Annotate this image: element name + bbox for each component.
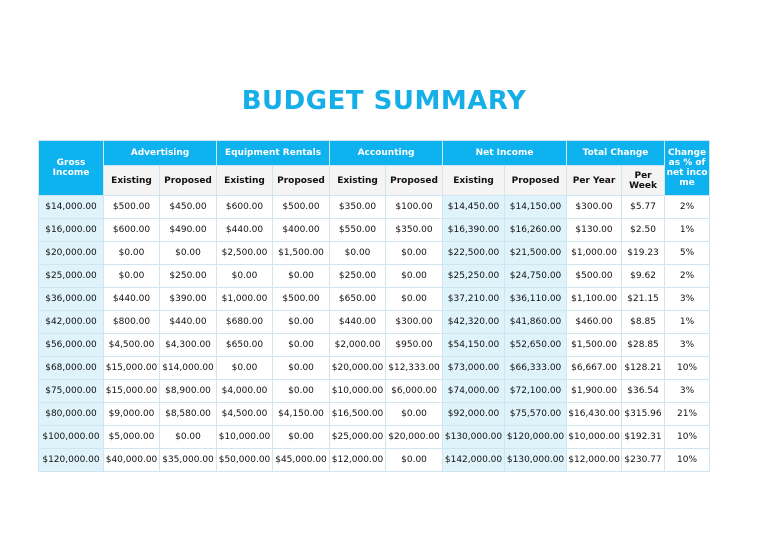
cell-change-per-year: $130.00 <box>567 219 622 242</box>
subheader-net-proposed: Proposed <box>505 166 567 196</box>
cell-net-proposed: $130,000.00 <box>505 449 567 472</box>
cell-equipment-existing: $650.00 <box>217 334 273 357</box>
cell-accounting-existing: $25,000.00 <box>330 426 386 449</box>
cell-net-proposed: $75,570.00 <box>505 403 567 426</box>
cell-net-existing: $92,000.00 <box>443 403 505 426</box>
cell-advertising-existing: $500.00 <box>104 196 160 219</box>
cell-equipment-existing: $600.00 <box>217 196 273 219</box>
cell-equipment-proposed: $1,500.00 <box>273 242 330 265</box>
cell-net-existing: $14,450.00 <box>443 196 505 219</box>
table-row <box>39 196 710 219</box>
cell-change-per-year: $500.00 <box>567 265 622 288</box>
cell-accounting-proposed: $350.00 <box>386 219 443 242</box>
subheader-equipment-proposed: Proposed <box>273 166 330 196</box>
cell-change-per-year: $16,430.00 <box>567 403 622 426</box>
cell-gross-income: $25,000.00 <box>39 265 104 288</box>
cell-net-existing: $130,000.00 <box>443 426 505 449</box>
budget-table-body <box>39 196 710 472</box>
cell-equipment-proposed: $0.00 <box>273 357 330 380</box>
cell-net-proposed: $41,860.00 <box>505 311 567 334</box>
table-row <box>39 265 710 288</box>
cell-accounting-proposed: $12,333.00 <box>386 357 443 380</box>
cell-change-per-week: $21.15 <box>622 288 665 311</box>
cell-change-per-week: $8.85 <box>622 311 665 334</box>
cell-change-per-week: $315.96 <box>622 403 665 426</box>
cell-accounting-proposed: $6,000.00 <box>386 380 443 403</box>
cell-change-pct: 10% <box>665 357 710 380</box>
cell-net-proposed: $120,000.00 <box>505 426 567 449</box>
cell-gross-income: $36,000.00 <box>39 288 104 311</box>
table-row <box>39 449 710 472</box>
table-row <box>39 311 710 334</box>
cell-equipment-existing: $680.00 <box>217 311 273 334</box>
cell-accounting-proposed: $0.00 <box>386 288 443 311</box>
subheader-equipment-existing: Existing <box>217 166 273 196</box>
cell-advertising-existing: $5,000.00 <box>104 426 160 449</box>
cell-equipment-proposed: $500.00 <box>273 288 330 311</box>
cell-accounting-proposed: $20,000.00 <box>386 426 443 449</box>
cell-accounting-proposed: $0.00 <box>386 449 443 472</box>
header-accounting: Accounting <box>330 141 443 166</box>
cell-change-per-week: $5.77 <box>622 196 665 219</box>
cell-change-per-year: $6,667.00 <box>567 357 622 380</box>
cell-change-pct: 1% <box>665 219 710 242</box>
cell-equipment-proposed: $45,000.00 <box>273 449 330 472</box>
cell-net-proposed: $24,750.00 <box>505 265 567 288</box>
cell-accounting-existing: $10,000.00 <box>330 380 386 403</box>
cell-accounting-proposed: $100.00 <box>386 196 443 219</box>
cell-gross-income: $120,000.00 <box>39 449 104 472</box>
header-net-income: Net Income <box>443 141 567 166</box>
cell-advertising-existing: $9,000.00 <box>104 403 160 426</box>
cell-equipment-existing: $0.00 <box>217 265 273 288</box>
cell-change-pct: 10% <box>665 449 710 472</box>
cell-accounting-proposed: $0.00 <box>386 242 443 265</box>
cell-gross-income: $42,000.00 <box>39 311 104 334</box>
cell-change-pct: 1% <box>665 311 710 334</box>
cell-equipment-proposed: $400.00 <box>273 219 330 242</box>
cell-change-pct: 2% <box>665 265 710 288</box>
cell-change-per-week: $192.31 <box>622 426 665 449</box>
cell-net-existing: $42,320.00 <box>443 311 505 334</box>
cell-advertising-proposed: $0.00 <box>160 242 217 265</box>
cell-equipment-existing: $50,000.00 <box>217 449 273 472</box>
cell-change-per-year: $1,900.00 <box>567 380 622 403</box>
cell-change-per-year: $1,000.00 <box>567 242 622 265</box>
cell-change-per-week: $9.62 <box>622 265 665 288</box>
cell-net-existing: $22,500.00 <box>443 242 505 265</box>
cell-equipment-existing: $4,500.00 <box>217 403 273 426</box>
cell-accounting-existing: $12,000.00 <box>330 449 386 472</box>
cell-gross-income: $16,000.00 <box>39 219 104 242</box>
subheader-accounting-proposed: Proposed <box>386 166 443 196</box>
cell-advertising-existing: $4,500.00 <box>104 334 160 357</box>
cell-change-per-week: $28.85 <box>622 334 665 357</box>
cell-gross-income: $100,000.00 <box>39 426 104 449</box>
cell-equipment-proposed: $0.00 <box>273 334 330 357</box>
cell-advertising-proposed: $14,000.00 <box>160 357 217 380</box>
cell-net-proposed: $16,260.00 <box>505 219 567 242</box>
cell-change-pct: 5% <box>665 242 710 265</box>
subheader-per-year: Per Year <box>567 166 622 196</box>
table-row <box>39 334 710 357</box>
cell-net-existing: $16,390.00 <box>443 219 505 242</box>
cell-equipment-proposed: $500.00 <box>273 196 330 219</box>
cell-net-existing: $25,250.00 <box>443 265 505 288</box>
cell-change-per-year: $10,000.00 <box>567 426 622 449</box>
cell-advertising-existing: $0.00 <box>104 265 160 288</box>
cell-gross-income: $14,000.00 <box>39 196 104 219</box>
subheader-per-week: Per Week <box>622 166 665 196</box>
subheader-accounting-existing: Existing <box>330 166 386 196</box>
header-gross-income: Gross Income <box>39 141 104 196</box>
cell-equipment-proposed: $0.00 <box>273 380 330 403</box>
header-equipment-rentals: Equipment Rentals <box>217 141 330 166</box>
cell-change-pct: 21% <box>665 403 710 426</box>
cell-net-existing: $73,000.00 <box>443 357 505 380</box>
cell-equipment-existing: $10,000.00 <box>217 426 273 449</box>
cell-gross-income: $68,000.00 <box>39 357 104 380</box>
cell-accounting-existing: $650.00 <box>330 288 386 311</box>
cell-advertising-proposed: $440.00 <box>160 311 217 334</box>
page-title: BUDGET SUMMARY <box>241 86 527 116</box>
cell-net-proposed: $14,150.00 <box>505 196 567 219</box>
cell-net-existing: $142,000.00 <box>443 449 505 472</box>
cell-change-pct: 10% <box>665 426 710 449</box>
cell-change-per-year: $460.00 <box>567 311 622 334</box>
cell-net-existing: $54,150.00 <box>443 334 505 357</box>
cell-accounting-existing: $250.00 <box>330 265 386 288</box>
cell-advertising-existing: $440.00 <box>104 288 160 311</box>
cell-accounting-existing: $16,500.00 <box>330 403 386 426</box>
header-total-change: Total Change <box>567 141 665 166</box>
cell-equipment-existing: $1,000.00 <box>217 288 273 311</box>
cell-accounting-existing: $20,000.00 <box>330 357 386 380</box>
cell-advertising-proposed: $8,580.00 <box>160 403 217 426</box>
table-row <box>39 403 710 426</box>
cell-change-per-year: $1,100.00 <box>567 288 622 311</box>
cell-net-proposed: $72,100.00 <box>505 380 567 403</box>
budget-table <box>38 140 710 472</box>
cell-net-proposed: $36,110.00 <box>505 288 567 311</box>
cell-change-pct: 3% <box>665 288 710 311</box>
table-row <box>39 242 710 265</box>
cell-net-proposed: $66,333.00 <box>505 357 567 380</box>
cell-equipment-existing: $0.00 <box>217 357 273 380</box>
table-row <box>39 426 710 449</box>
cell-change-per-week: $2.50 <box>622 219 665 242</box>
cell-advertising-proposed: $390.00 <box>160 288 217 311</box>
cell-advertising-existing: $0.00 <box>104 242 160 265</box>
header-advertising: Advertising <box>104 141 217 166</box>
cell-advertising-existing: $15,000.00 <box>104 357 160 380</box>
subheader-advertising-existing: Existing <box>104 166 160 196</box>
cell-advertising-proposed: $490.00 <box>160 219 217 242</box>
cell-equipment-existing: $4,000.00 <box>217 380 273 403</box>
table-row <box>39 380 710 403</box>
cell-net-existing: $37,210.00 <box>443 288 505 311</box>
cell-accounting-proposed: $0.00 <box>386 403 443 426</box>
cell-accounting-existing: $350.00 <box>330 196 386 219</box>
cell-advertising-existing: $15,000.00 <box>104 380 160 403</box>
table-row <box>39 219 710 242</box>
cell-equipment-existing: $440.00 <box>217 219 273 242</box>
cell-equipment-proposed: $0.00 <box>273 311 330 334</box>
cell-change-per-week: $128.21 <box>622 357 665 380</box>
cell-equipment-proposed: $0.00 <box>273 265 330 288</box>
cell-advertising-proposed: $0.00 <box>160 426 217 449</box>
subheader-net-existing: Existing <box>443 166 505 196</box>
cell-advertising-existing: $800.00 <box>104 311 160 334</box>
table-row <box>39 357 710 380</box>
cell-equipment-proposed: $4,150.00 <box>273 403 330 426</box>
subheader-advertising-proposed: Proposed <box>160 166 217 196</box>
cell-equipment-existing: $2,500.00 <box>217 242 273 265</box>
cell-change-per-year: $300.00 <box>567 196 622 219</box>
cell-accounting-existing: $550.00 <box>330 219 386 242</box>
cell-accounting-existing: $440.00 <box>330 311 386 334</box>
header-change-pct: Change as % of net income <box>665 141 710 196</box>
cell-gross-income: $56,000.00 <box>39 334 104 357</box>
cell-accounting-existing: $0.00 <box>330 242 386 265</box>
cell-change-per-year: $1,500.00 <box>567 334 622 357</box>
cell-gross-income: $75,000.00 <box>39 380 104 403</box>
table-row <box>39 288 710 311</box>
cell-change-per-week: $19.23 <box>622 242 665 265</box>
cell-gross-income: $20,000.00 <box>39 242 104 265</box>
cell-accounting-proposed: $300.00 <box>386 311 443 334</box>
cell-change-per-week: $230.77 <box>622 449 665 472</box>
cell-net-proposed: $52,650.00 <box>505 334 567 357</box>
cell-change-pct: 3% <box>665 334 710 357</box>
cell-net-proposed: $21,500.00 <box>505 242 567 265</box>
cell-change-per-week: $36.54 <box>622 380 665 403</box>
cell-net-existing: $74,000.00 <box>443 380 505 403</box>
cell-accounting-existing: $2,000.00 <box>330 334 386 357</box>
cell-advertising-proposed: $4,300.00 <box>160 334 217 357</box>
cell-accounting-proposed: $0.00 <box>386 265 443 288</box>
cell-advertising-existing: $600.00 <box>104 219 160 242</box>
cell-change-pct: 2% <box>665 196 710 219</box>
cell-advertising-proposed: $250.00 <box>160 265 217 288</box>
cell-advertising-proposed: $450.00 <box>160 196 217 219</box>
cell-advertising-proposed: $35,000.00 <box>160 449 217 472</box>
cell-advertising-proposed: $8,900.00 <box>160 380 217 403</box>
cell-change-pct: 3% <box>665 380 710 403</box>
cell-equipment-proposed: $0.00 <box>273 426 330 449</box>
cell-advertising-existing: $40,000.00 <box>104 449 160 472</box>
cell-change-per-year: $12,000.00 <box>567 449 622 472</box>
cell-gross-income: $80,000.00 <box>39 403 104 426</box>
cell-accounting-proposed: $950.00 <box>386 334 443 357</box>
